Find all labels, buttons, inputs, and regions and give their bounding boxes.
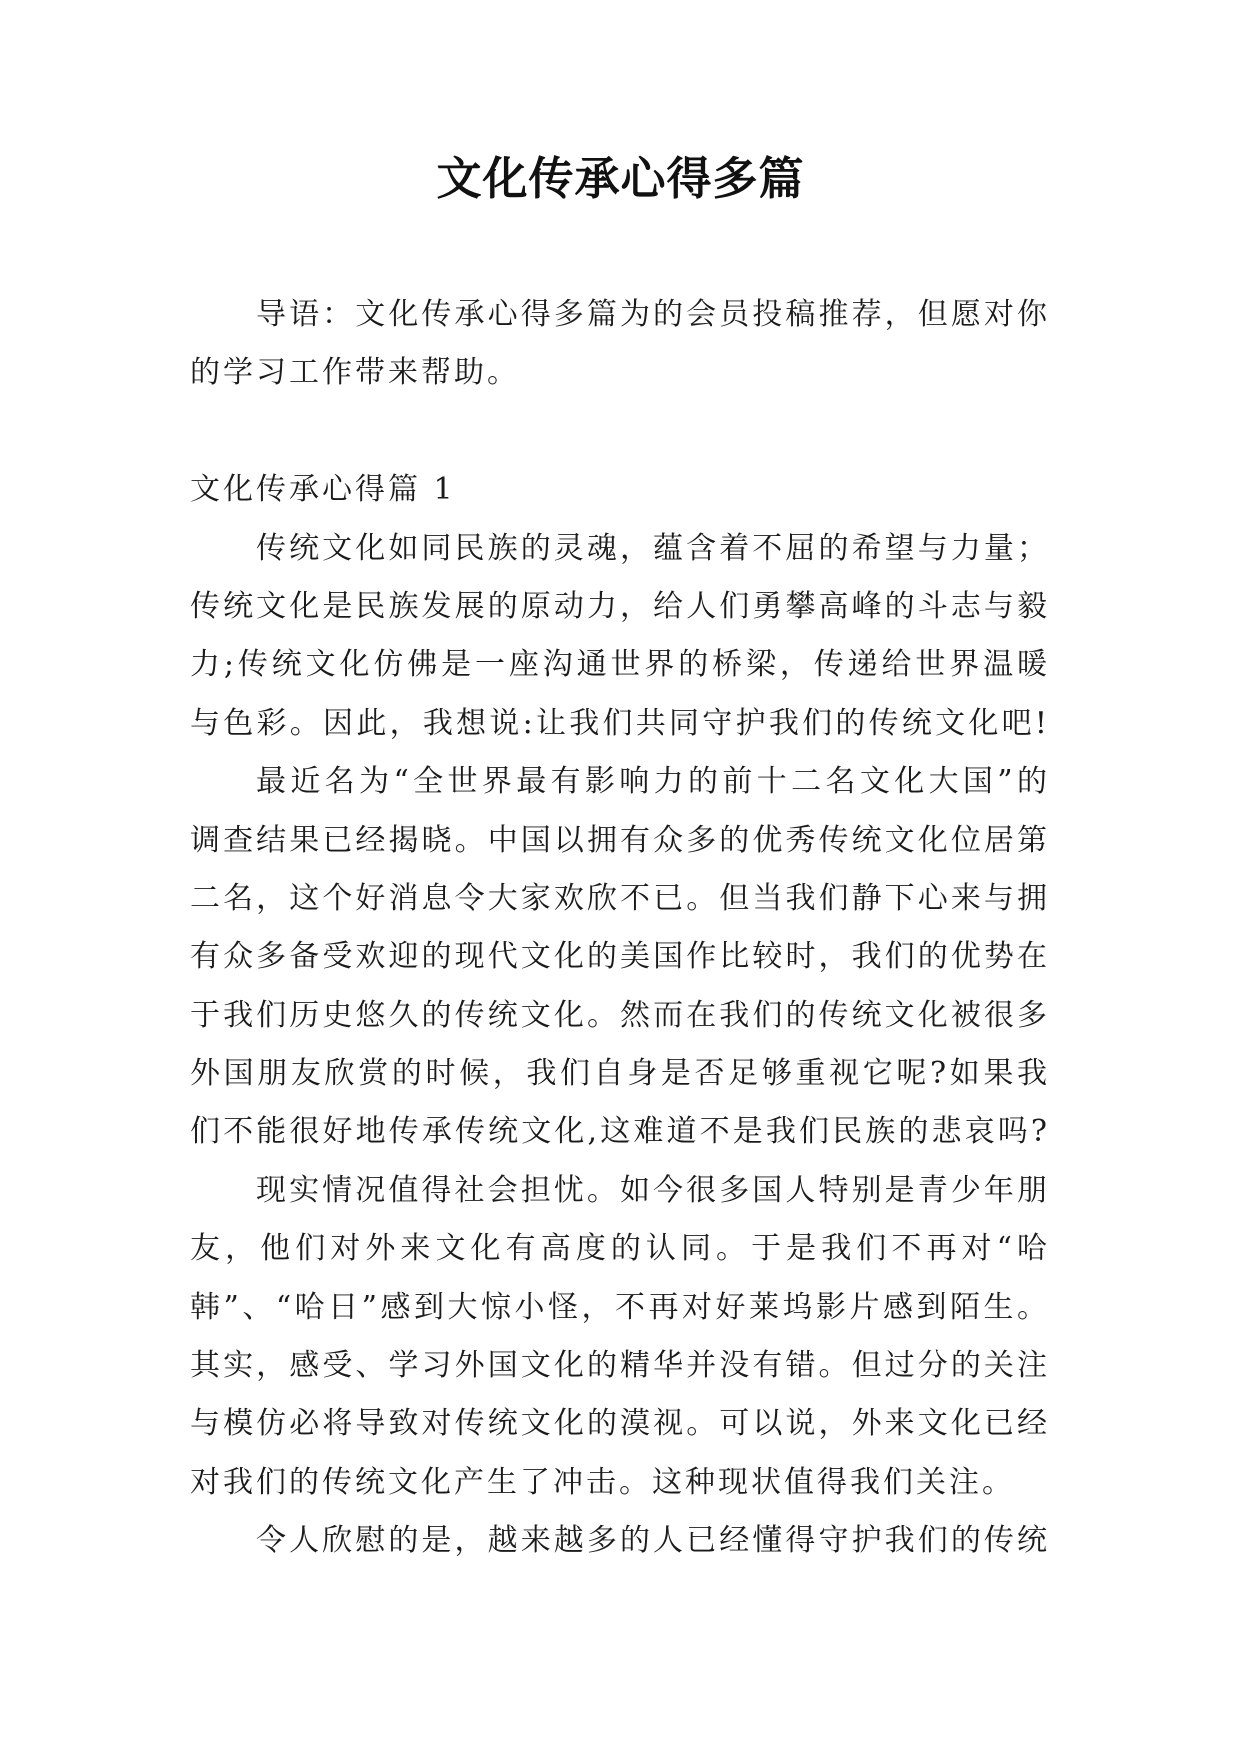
paragraph-line: 友，他们对外来文化有高度的认同。于是我们不再对“哈 <box>190 1231 1050 1267</box>
document-body <box>190 286 1050 1571</box>
paragraph-line: 二名，这个好消息令大家欢欣不已。但当我们静下心来与拥 <box>190 880 1050 916</box>
section-heading: 文化传承心得篇 1 <box>190 472 456 508</box>
blank-line <box>190 403 1050 461</box>
paragraph-line: 传统文化如同民族的灵魂，蕴含着不屈的希望与力量； <box>256 530 1050 566</box>
paragraph-line: 令人欣慰的是，越来越多的人已经懂得守护我们的传统 <box>256 1523 1050 1559</box>
paragraph-line: 们不能很好地传承传统文化,这难道不是我们民族的悲哀吗? <box>190 1114 1050 1150</box>
paragraph-line: 于我们历史悠久的传统文化。然而在我们的传统文化被很多 <box>190 997 1050 1033</box>
paragraph-line: 调查结果已经揭晓。中国以拥有众多的优秀传统文化位居第 <box>190 822 1050 858</box>
paragraph-line: 最近名为“全世界最有影响力的前十二名文化大国”的 <box>256 764 1050 800</box>
paragraph-line: 韩”、“哈日”感到大惊小怪，不再对好莱坞影片感到陌生。 <box>190 1289 1050 1325</box>
paragraph-line: 其实，感受、学习外国文化的精华并没有错。但过分的关注 <box>190 1348 1050 1384</box>
intro-paragraph <box>190 286 1050 403</box>
paragraph-line: 与色彩。因此，我想说:让我们共同守护我们的传统文化吧! <box>190 705 1050 741</box>
paragraph-line: 有众多备受欢迎的现代文化的美国作比较时，我们的优势在 <box>190 939 1050 975</box>
paragraph-line: 现实情况值得社会担忧。如今很多国人特别是青少年朋 <box>256 1172 1050 1208</box>
paragraph-line: 对我们的传统文化产生了冲击。这种现状值得我们关注。 <box>190 1464 1015 1500</box>
body-paragraph <box>190 520 1050 754</box>
body-paragraph <box>190 753 1050 1162</box>
intro-line: 的学习工作带来帮助。 <box>190 355 520 391</box>
paragraph-line: 力;传统文化仿佛是一座沟通世界的桥梁，传递给世界温暖 <box>190 647 1050 683</box>
paragraph-line: 传统文化是民族发展的原动力，给人们勇攀高峰的斗志与毅 <box>190 588 1050 624</box>
document-title: 文化传承心得多篇 <box>436 152 805 205</box>
paragraph-line: 与模仿必将导致对传统文化的漠视。可以说，外来文化已经 <box>190 1406 1050 1442</box>
intro-line: 导语：文化传承心得多篇为的会员投稿推荐，但愿对你 <box>256 297 1050 332</box>
body-paragraph <box>190 1512 1050 1570</box>
paragraph-line: 外国朋友欣赏的时候，我们自身是否足够重视它呢?如果我 <box>190 1056 1050 1092</box>
body-paragraph <box>190 1162 1050 1512</box>
